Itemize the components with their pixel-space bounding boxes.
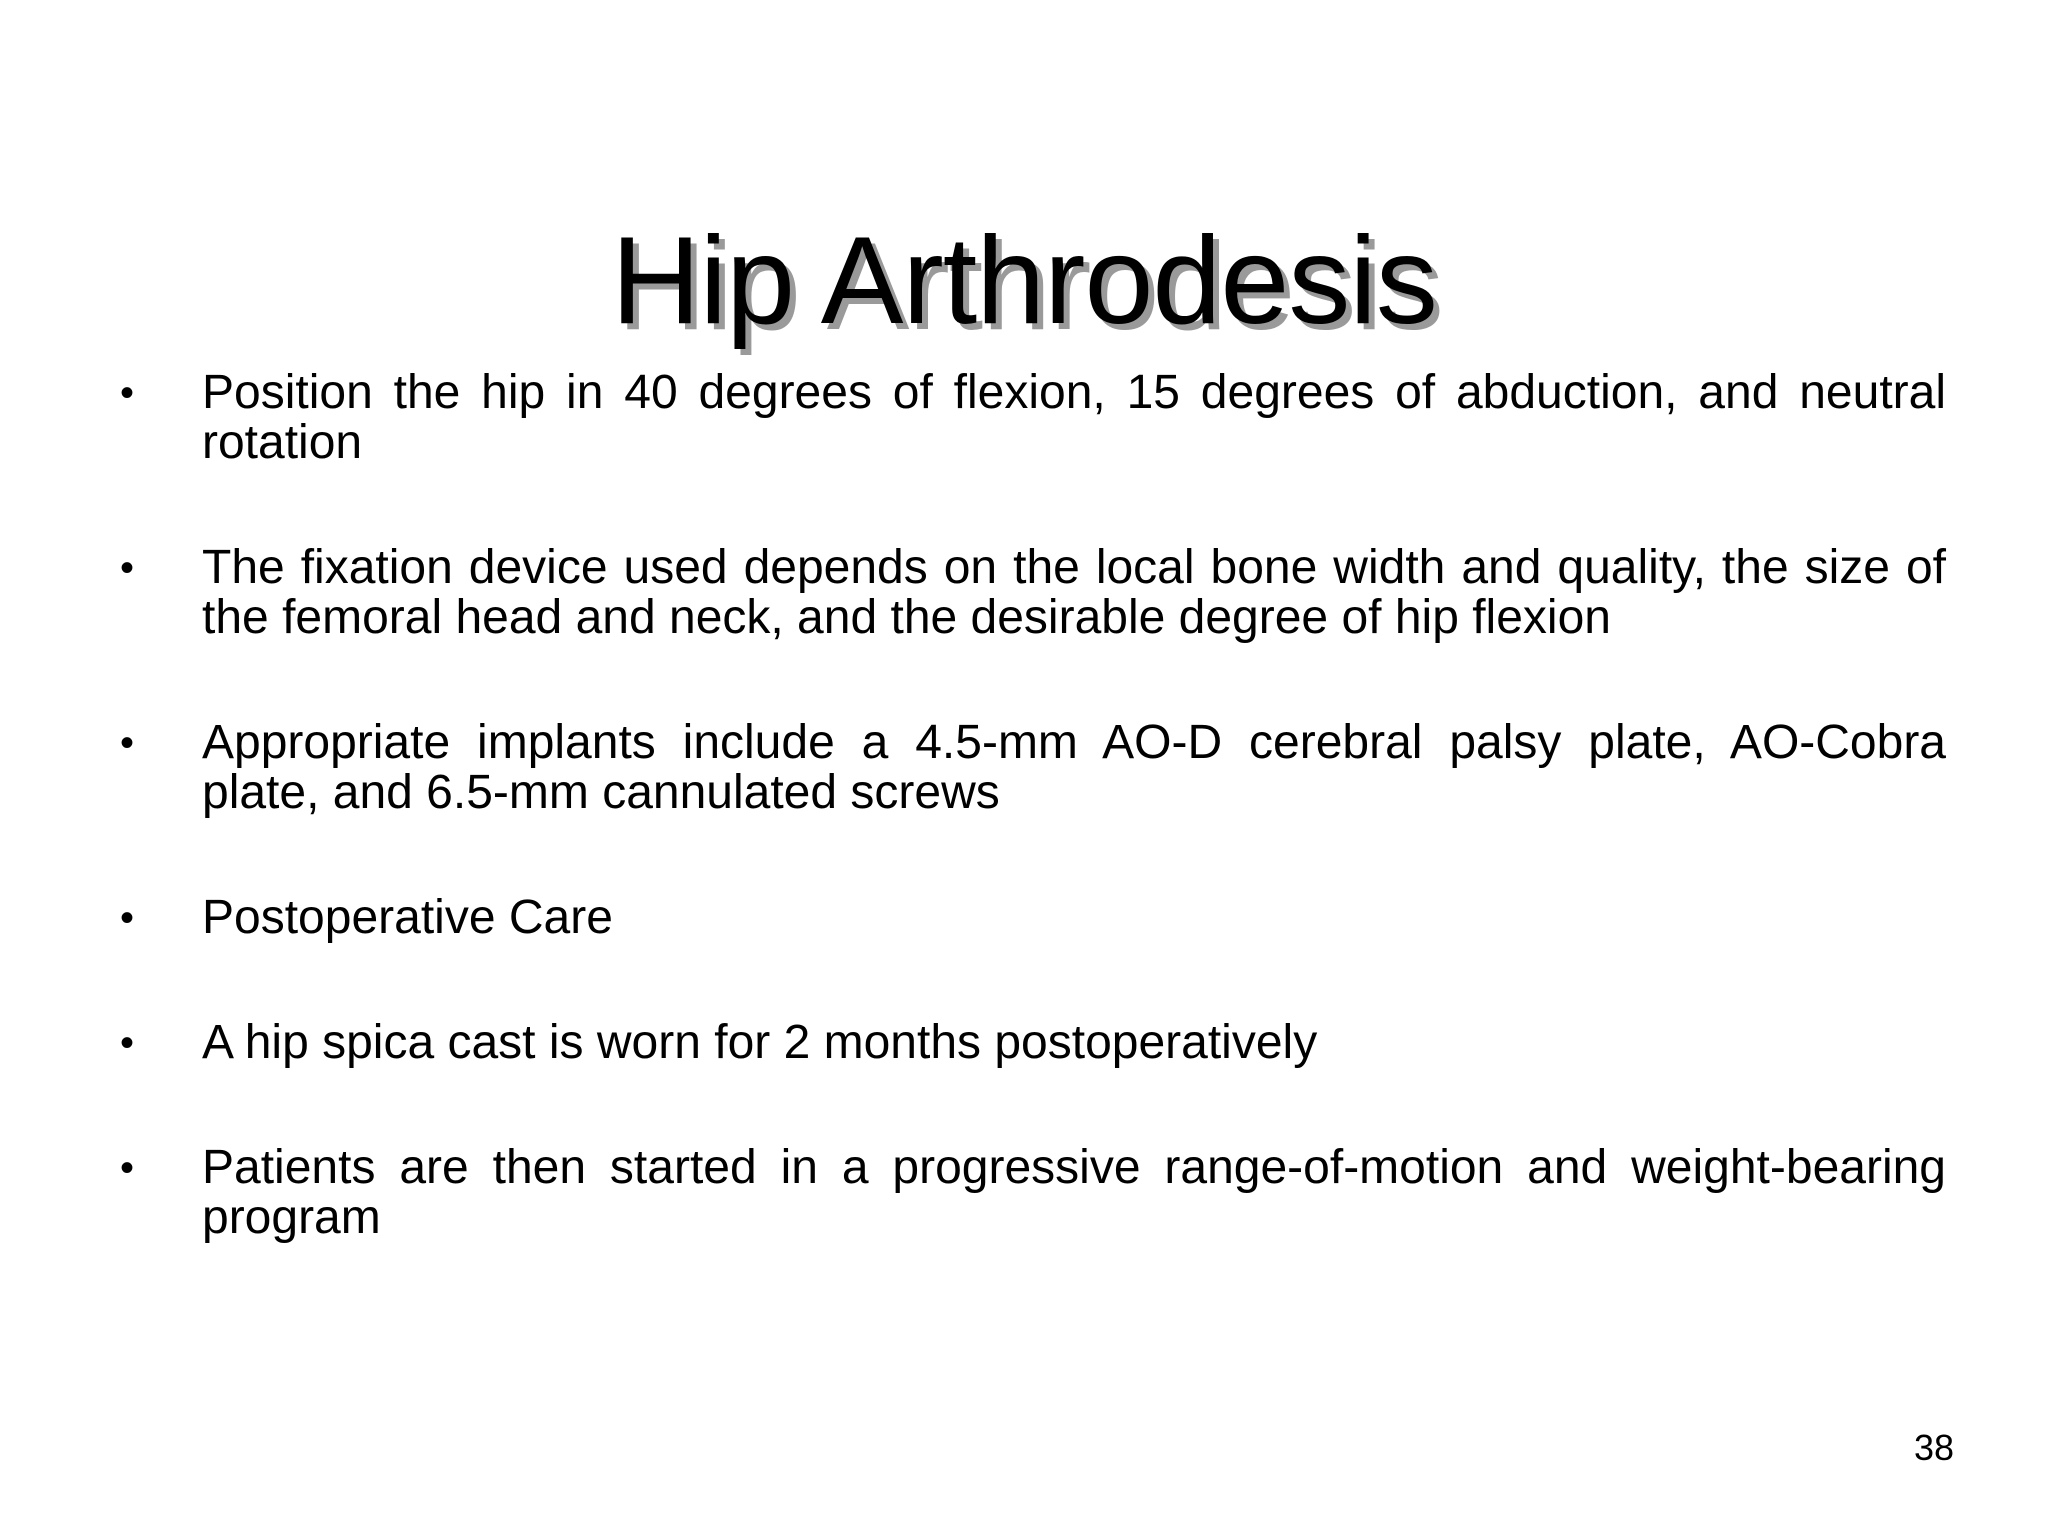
bullet-icon: • (120, 1021, 135, 1065)
list-item (120, 1018, 1946, 1068)
bullet-text: Appropriate implants include a 4.5-mm AO-D cerebral palsy plate, AO-Cobra plate, and 6.5-mm cannulated screws (202, 716, 1946, 819)
bullet-text: Postoperative Care (202, 891, 613, 944)
bullet-icon: • (120, 721, 135, 765)
bullet-icon: • (120, 371, 135, 415)
bullet-text: Patients are then started in a progressive range-of-motion and weight-bearing program (202, 1141, 1946, 1244)
list-item (120, 718, 1946, 818)
bullet-text: Position the hip in 40 degrees of flexion, 15 degrees of abduction, and neutral rotation (202, 366, 1946, 469)
slide-title: Hip Arthrodesis (611, 212, 1437, 351)
list-item (120, 543, 1946, 643)
page-number: 38 (1913, 1427, 1954, 1468)
bullet-list (120, 368, 1946, 1318)
list-item (120, 368, 1946, 468)
bullet-text: The fixation device used depends on the local bone width and quality, the size of the femoral head and neck, and the desirable degree of hip flexion (202, 541, 1946, 644)
bullet-icon: • (120, 1146, 135, 1190)
bullet-text: A hip spica cast is worn for 2 months postoperatively (202, 1016, 1318, 1069)
bullet-icon: • (120, 896, 135, 940)
bullet-icon: • (120, 546, 135, 590)
list-item (120, 893, 1946, 943)
list-item (120, 1143, 1946, 1243)
